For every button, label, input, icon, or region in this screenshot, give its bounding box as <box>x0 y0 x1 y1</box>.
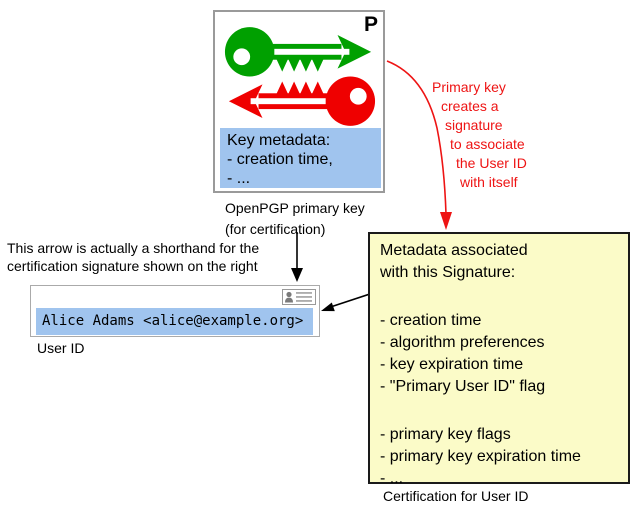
primary-key-caption: OpenPGP primary key (for certification) <box>225 200 365 237</box>
key-metadata-panel <box>220 128 381 188</box>
spacer <box>380 284 624 310</box>
vcard-icon <box>282 289 316 305</box>
user-id-value: Alice Adams <alice@example.org> <box>36 308 313 335</box>
shorthand-arrow <box>289 230 305 282</box>
green-key-icon <box>225 27 371 76</box>
signature-item: - algorithm preferences <box>380 334 545 351</box>
signature-caption: Certification for User ID <box>383 488 529 504</box>
signature-title: with this Signature: <box>380 264 516 281</box>
key-metadata-title: Key metadata: <box>227 132 331 149</box>
primary-key-box <box>213 10 385 193</box>
signature-item: - ... <box>380 470 404 487</box>
shorthand-note: This arrow is actually a shorthand for the certification signature shown on the right <box>7 240 260 274</box>
signature-item: - primary key expiration time <box>380 448 581 465</box>
signature-item: - "Primary User ID" flag <box>380 378 546 395</box>
key-metadata-line: - creation time, <box>227 151 333 168</box>
user-id-box <box>30 285 320 337</box>
signature-item: - primary key flags <box>380 426 511 443</box>
user-id-caption: User ID <box>37 340 85 356</box>
key-pair-graphic <box>221 26 379 127</box>
signature-title: Metadata associated <box>380 242 528 259</box>
primary-key-p-label: P <box>363 13 378 36</box>
signature-item: - creation time <box>380 312 482 329</box>
signature-note: Primary key creates a signature to associate the User ID with itself <box>432 79 527 190</box>
red-key-icon <box>229 77 375 126</box>
signature-item: - key expiration time <box>380 356 524 373</box>
spacer <box>380 398 624 424</box>
signature-box <box>368 232 630 487</box>
key-metadata-line: - ... <box>227 170 251 187</box>
